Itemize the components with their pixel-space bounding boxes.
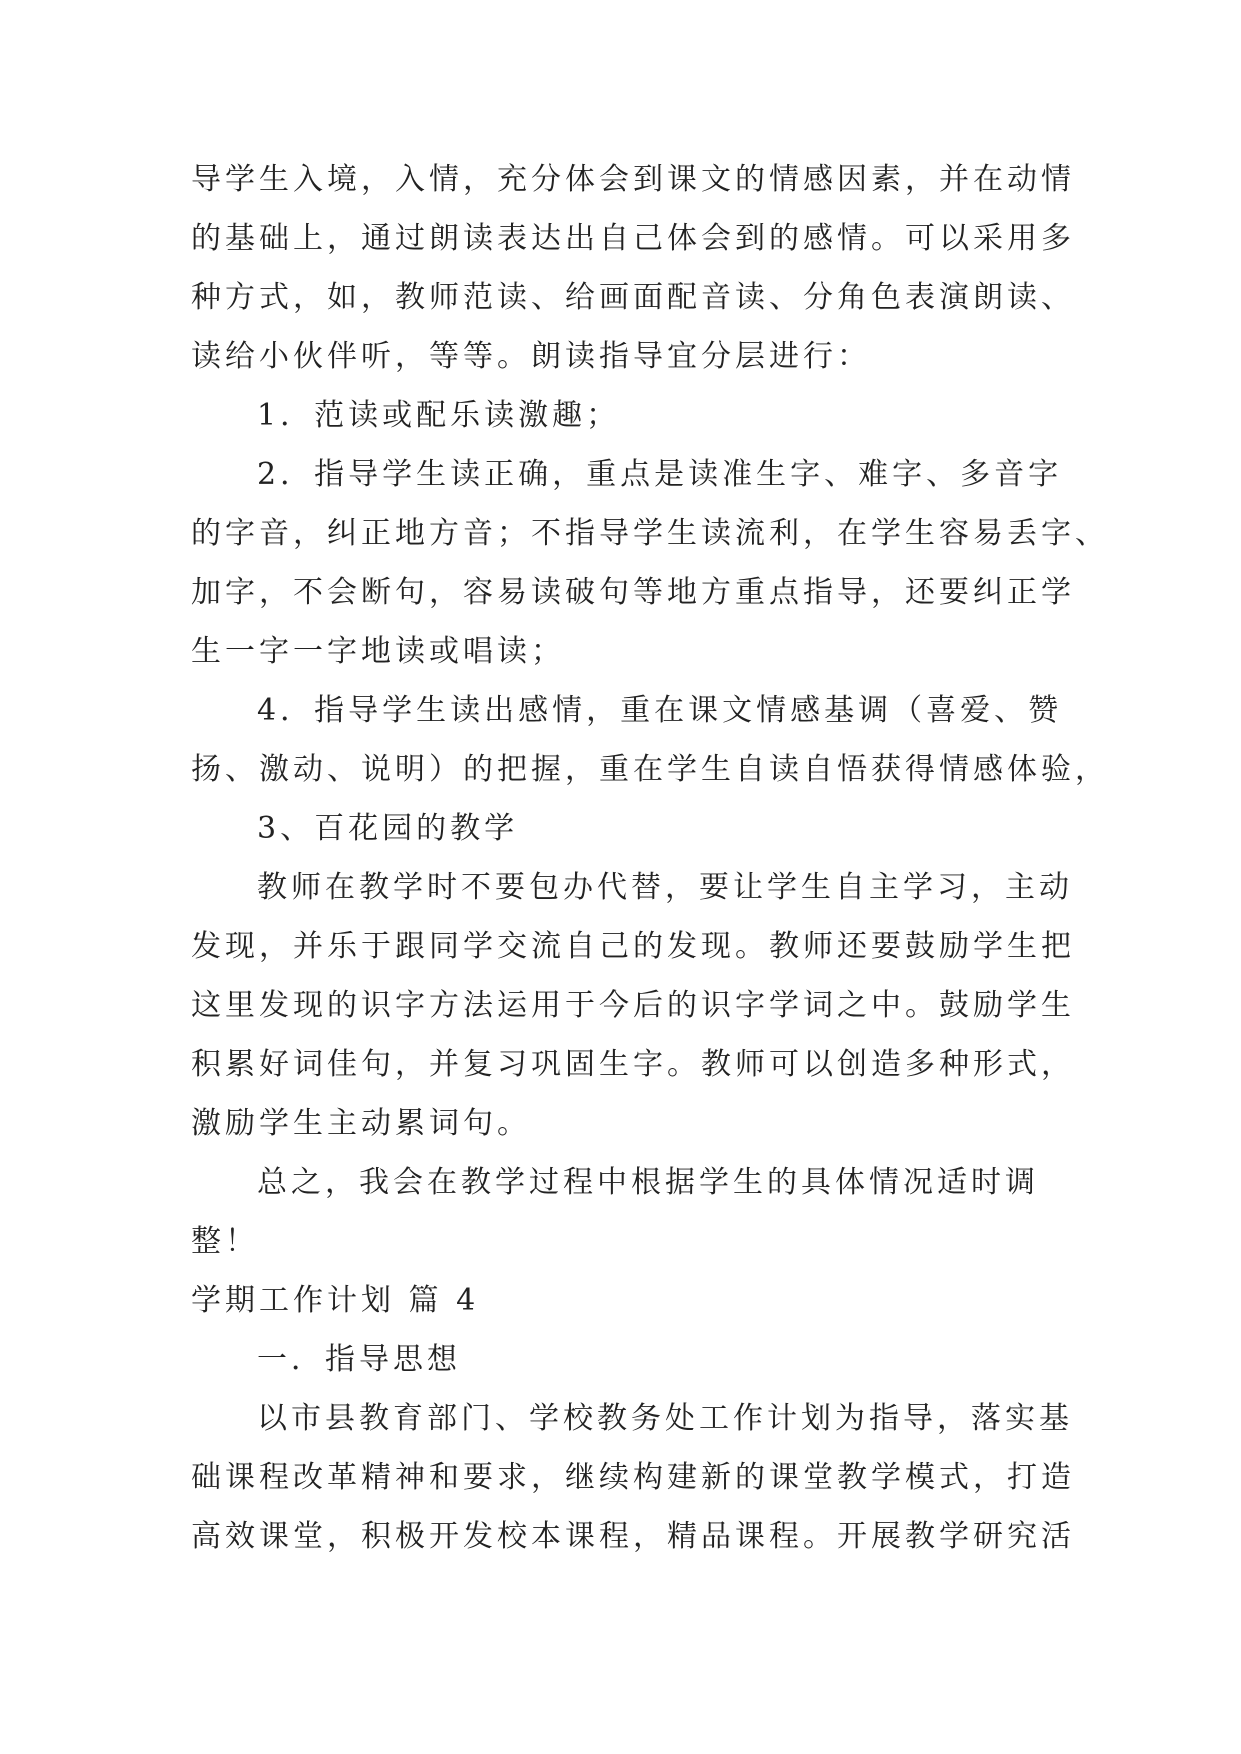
paragraph-start: 总之，我会在教学过程中根据学生的具体情况适时调 — [257, 1165, 1039, 1200]
text-line: 导学生入境，入情，充分体会到课文的情感因素，并在动情 — [191, 162, 1075, 197]
text-line: 础课程改革精神和要求，继续构建新的课堂教学模式，打造 — [191, 1460, 1075, 1495]
list-item: 2．指导学生读正确，重点是读准生字、难字、多音字 — [257, 457, 1063, 492]
list-item: 1．范读或配乐读激趣； — [257, 398, 621, 433]
paragraph-start: 教师在教学时不要包办代替，要让学生自主学习，主动 — [257, 870, 1073, 905]
text-line: 加字，不会断句，容易读破句等地方重点指导，还要纠正学 — [191, 575, 1075, 610]
text-line: 读给小伙伴听，等等。朗读指导宜分层进行： — [191, 339, 871, 374]
text-line: 种方式，如，教师范读、给画面配音读、分角色表演朗读、 — [191, 280, 1075, 315]
text-line: 高效课堂，积极开发校本课程，精品课程。开展教学研究活 — [191, 1519, 1075, 1554]
list-item: 4．指导学生读出感情，重在课文情感基调（喜爱、赞 — [257, 693, 1063, 728]
text-line: 扬、激动、说明）的把握，重在学生自读自悟获得情感体验， — [191, 752, 1109, 787]
text-line: 的字音，纠正地方音；不指导学生读流利，在学生容易丢字、 — [191, 516, 1109, 551]
section-subheading: 一．指导思想 — [257, 1342, 461, 1377]
text-line: 生一字一字地读或唱读； — [191, 634, 565, 669]
text-line: 的基础上，通过朗读表达出自己体会到的感情。可以采用多 — [191, 221, 1075, 256]
text-line: 这里发现的识字方法运用于今后的识字学词之中。鼓励学生 — [191, 988, 1075, 1023]
text-line: 激励学生主动累词句。 — [191, 1106, 531, 1141]
text-line: 发现，并乐于跟同学交流自己的发现。教师还要鼓励学生把 — [191, 929, 1075, 964]
section-subheading: 3、百花园的教学 — [257, 811, 519, 846]
text-line: 积累好词佳句，并复习巩固生字。教师可以创造多种形式， — [191, 1047, 1075, 1082]
document-body — [191, 150, 1109, 1566]
paragraph-start: 以市县教育部门、学校教务处工作计划为指导，落实基 — [257, 1401, 1073, 1436]
text-line: 整！ — [191, 1224, 259, 1259]
section-heading: 学期工作计划 篇 4 — [191, 1283, 480, 1318]
